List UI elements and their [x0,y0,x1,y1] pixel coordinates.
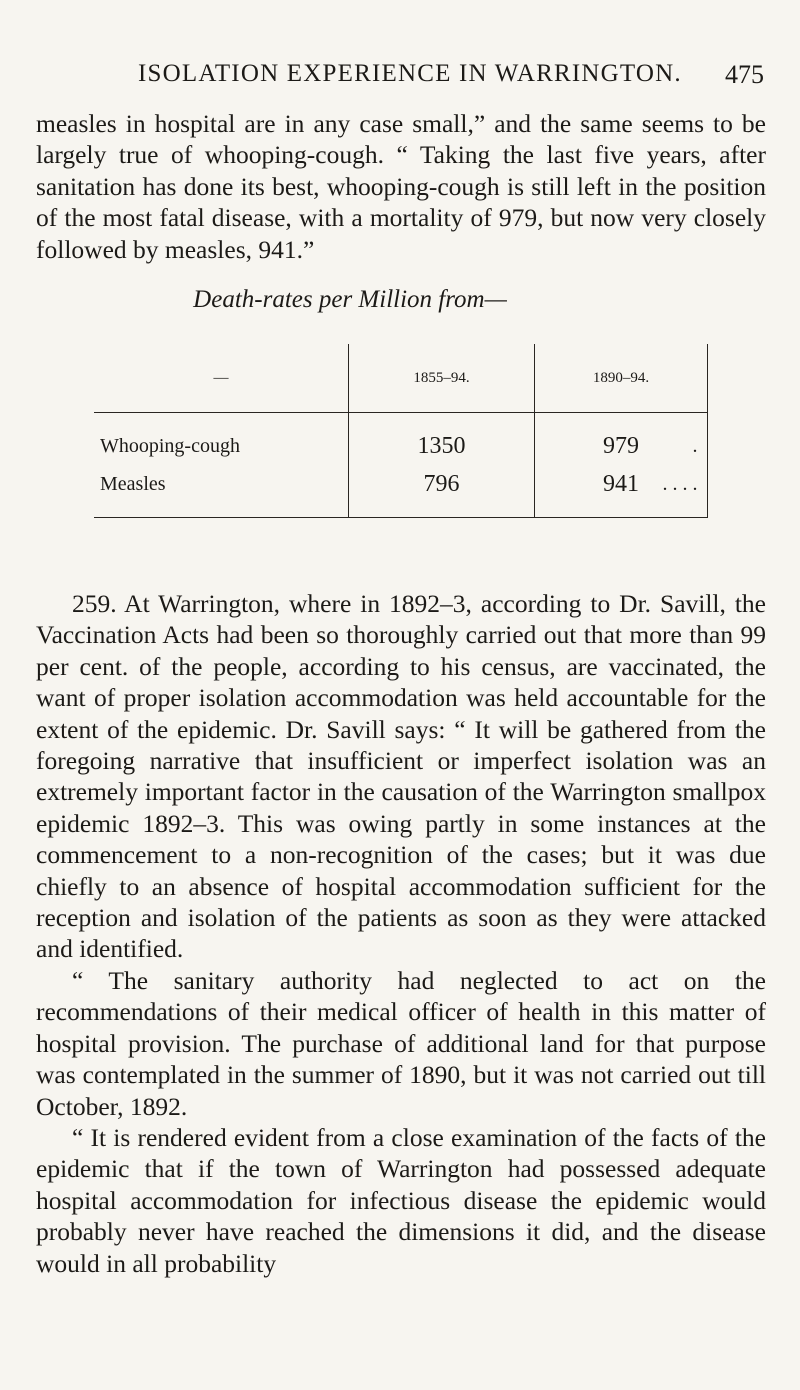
table-cell: 941 [535,465,708,518]
body-text-top [36,108,766,265]
page-number: 475 [725,60,764,89]
column-header: 1855–94. [349,344,535,413]
paragraph: measles in hospital are in any case small,” and the same seems to be largely true of whooping-cough. “ Taking the last five years, after sanitation has done its best, whooping-cough is still left in the position of the most fatal disease, with a mortality of 979, but now very closely followed by measles, 941.” [36,109,766,264]
paragraph: 259. At Warrington, where in 1892–3, according to Dr. Savill, the Vaccination Acts had been so thoroughly carried out that more than 99 per cent. of the people, according to his census, are vaccinated, the want of proper isolation accommodation was held accountable for the extent of the epidemic. Dr. Savill says: “ It will be gathered from the foregoing narrative that insufficient or imperfect isolation was an extremely important factor in the causation of the Warrington smallpox epidemic 1892–3. This was owing partly in some instances at the commencement to a non-recognition of the cases; but it was due chiefly to an absence of hospital accommodation sufficient for the reception and isolation of the patients as soon as they were attacked and identified. [36,589,766,964]
paragraph: “ It is rendered evident from a close examination of the facts of the epidemic that if the town of Warrington had possessed adequate hospital accommodation for infectious disease the epidemic would probably never have reached the dimensions it did, and the disease would in all probability [36,1122,766,1278]
row-label: Measles [100,472,166,495]
table-row [94,465,708,518]
leader-dots: . [692,434,698,457]
paragraph: “ The sanitary authority had neglected to act on the recommendations of their medical officer of health in this matter of hospital provision. The purchase of additional land for that purpose was contemplated in the summer of 1890, but it was not carried out till October, 1892. [36,965,766,1121]
running-head [0,56,800,96]
table-caption: Death-rates per Million from— [193,286,507,313]
table-header-row [94,344,708,413]
table-cell: 979 [535,413,708,466]
death-rates-table [94,344,708,518]
running-head-title: ISOLATION EXPERIENCE IN WARRINGTON. [138,60,682,87]
table-row [94,413,708,466]
table-cell: 796 [349,465,535,518]
leader-dots: . . . . [662,472,698,495]
column-header: 1890–94. [535,344,708,413]
row-label: Whooping-cough [100,434,240,457]
table-cell: 1350 [349,413,535,466]
table-corner-cell: — [94,344,349,413]
body-text-bottom [36,588,766,1279]
